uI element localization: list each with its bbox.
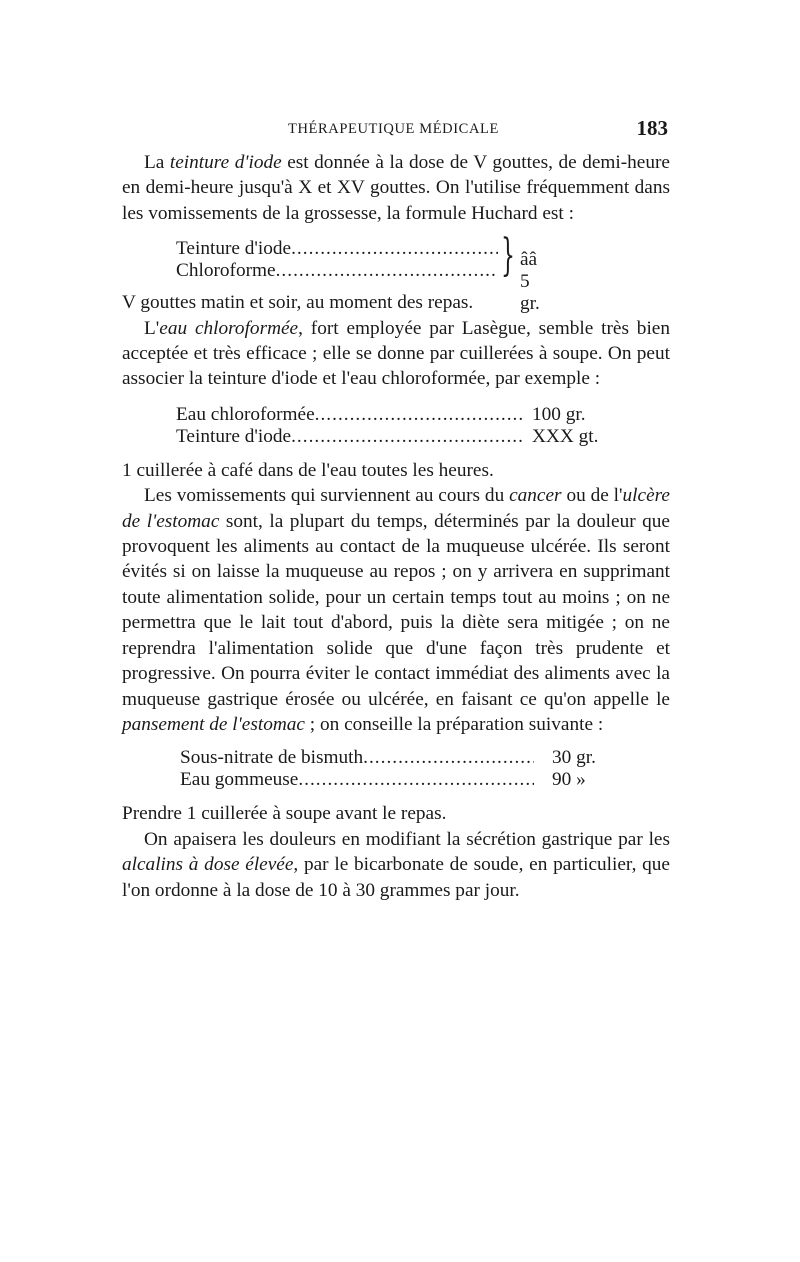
paragraph-teaspoon: 1 cuillerée à café dans de l'eau toutes les heures. (122, 459, 494, 481)
recipe-bismuth (180, 747, 628, 791)
brace-icon: } (501, 230, 515, 282)
recipe-quantity: ââ 5 gr. (520, 249, 540, 315)
recipe-item: Sous-nitrate de bismuth ..... 30 gr. (180, 747, 628, 769)
page-header (120, 116, 668, 142)
term-chloroform-water: eau chloroformée (159, 317, 299, 339)
paragraph-chloroform-water: L'eau chloroformée, fort employée par Lasègue, semble très bien acceptée et très efficace ; elle se donne par cuillerées à soupe. On peut associer la teinture d'iode et l'eau chloroformée, par exemple : (122, 317, 670, 390)
recipe-chloroform-iodine (176, 404, 618, 448)
running-title: THÉRAPEUTIQUE MÉDICALE (288, 121, 499, 137)
recipe-item: Chloroforme ..... (176, 260, 498, 282)
page-body (122, 150, 670, 903)
paragraph-dosage: V gouttes matin et soir, au moment des repas. (122, 292, 474, 314)
paragraph-cancer-ulcer: Les vomissements qui surviennent au cours du cancer ou de l'ulcère de l'estomac sont, la plupart du temps, déterminés par la douleur que provoquent les aliments au contact de la muqueuse ulcérée. Ils seront évités si on laisse la muqueuse au repos ; on y arrivera en supprimant toute alimentation solide, pour un certain temps tout au moins ; on ne permettra que le lait tout d'abord, puis la diète sera mitigée ; on ne reprendra l'alimentation solide que d'une façon très prudente et progressive. On pourra éviter le contact immédiat des aliments avec la muqueuse gastrique érosée ou ulcérée, en faisant ce qu'on appelle le pansement de l'estomac ; on conseille la préparation suivante : (122, 485, 670, 735)
recipe-item: Teinture d'iode ..... XXX gt. (176, 426, 618, 448)
recipe-item: Eau gommeuse ..... 90 » (180, 769, 628, 791)
recipe-item: Eau chloroformée ..... 100 gr. (176, 404, 618, 426)
paragraph-alkaline: On apaisera les douleurs en modifiant la sécrétion gastrique par les alcalins à dose élevée, par le bicarbonate de soude, en particulier, que l'on ordonne à la dose de 10 à 30 grammes par jour. (122, 828, 670, 901)
recipe-item: Teinture d'iode ..... (176, 238, 498, 260)
term-alkaline: alcalins à dose élevée (122, 854, 294, 876)
paragraph-iodine-tincture: La teinture d'iode est donnée à la dose de V gouttes, de demi-heure en demi-heure jusqu'à X et XV gouttes. On l'utilise fréquemment dans les vomissements de la grossesse, la formule Huchard est : (122, 152, 670, 224)
paragraph-tablespoon: Prendre 1 cuillerée à soupe avant le repas. (122, 803, 447, 825)
term-stomach-ulcer: ulcère de l'estomac (122, 485, 670, 532)
term-stomach-dressing: pansement de l'estomac (122, 713, 305, 735)
term-iodine-tincture: teinture d'iode (169, 152, 282, 173)
page-number: 183 (636, 116, 668, 140)
term-cancer: cancer (509, 485, 562, 507)
